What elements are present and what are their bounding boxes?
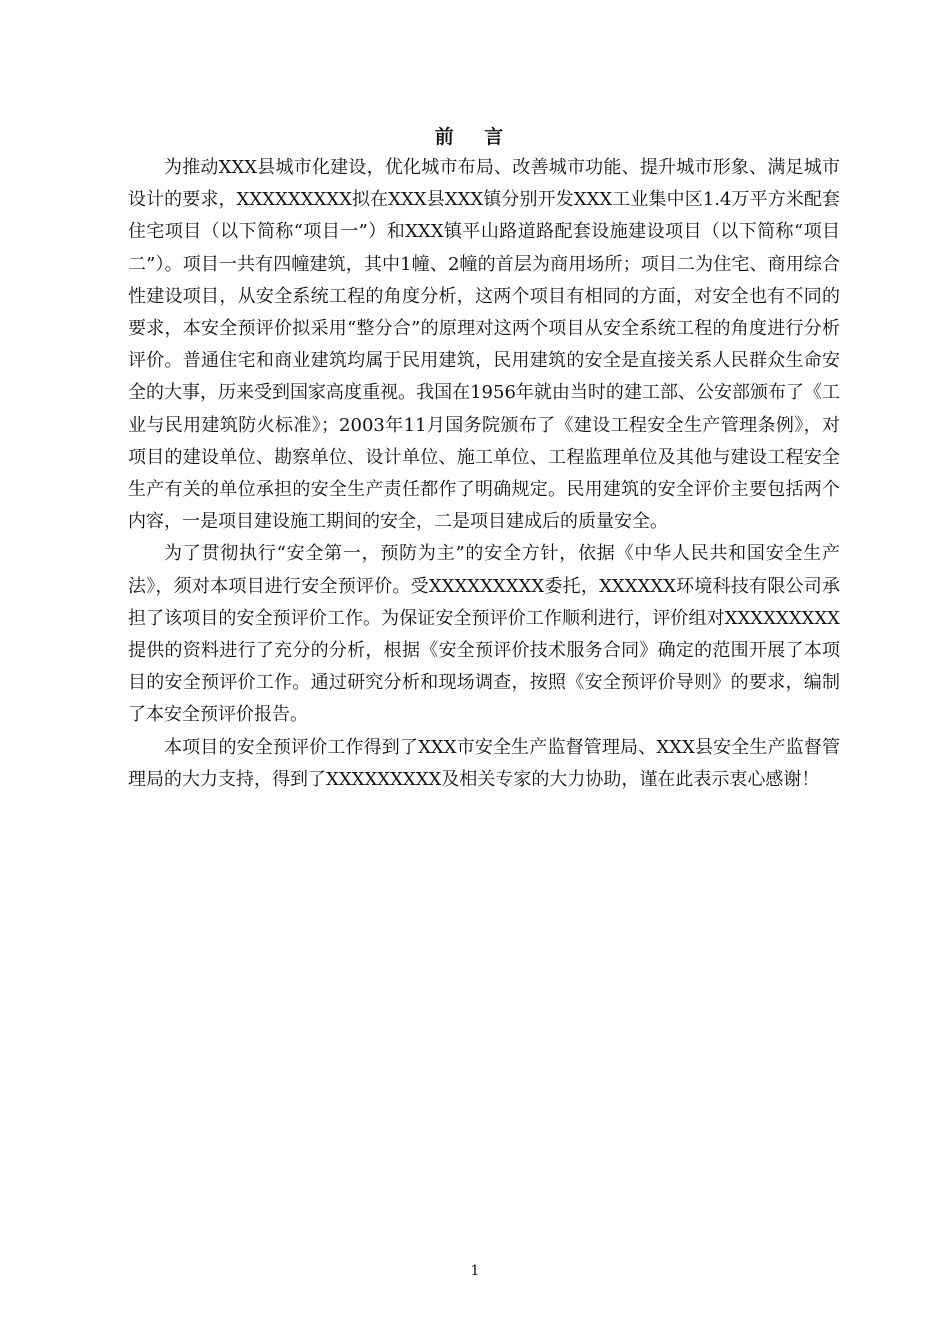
paragraph-2: 为了贯彻执行“安全第一，预防为主”的安全方针，依据《中华人民共和国安全生产法》，须对本项目进行安全预评价。受XXXXXXXXX委托，XXXXXX环境科技有限公司承担了该项目的安全预评价工作。为保证安全预评价工作顺利进行，评价组对XXXXXXXXX提供的资料进行了充分的分析，根据《安全预评价技术服务合同》确定的范围开展了本项目的安全预评价工作。通过研究分析和现场调查，按照《安全预评价导则》的要求，编制了本安全预评价报告。 [128,543,840,726]
document-body [128,152,840,796]
paragraph-3: 本项目的安全预评价工作得到了XXX市安全生产监督管理局、XXX县安全生产监督管理局的大力支持，得到了XXXXXXXXX及相关专家的大力协助，谨在此表示衷心感谢！ [128,736,840,790]
page-number: 1 [470,1263,480,1279]
paragraph-1: 为推动XXX县城市化建设，优化城市布局、改善城市功能、提升城市形象、满足城市设计的要求，XXXXXXXXX拟在XXX县XXX镇分别开发XXX工业集中区1.4万平方米配套住宅项目（以下简称“项目一”）和XXX镇平山路道路配套设施建设项目（以下简称“项目二”）。项目一共有四幢建筑，其中1幢、2幢的首层为商用场所；项目二为住宅、商用综合性建设项目，从安全系统工程的角度分析，这两个项目有相同的方面，对安全也有不同的要求，本安全预评价拟采用“整分合”的原理对这两个项目从安全系统工程的角度进行分析评价。普通住宅和商业建筑均属于民用建筑，民用建筑的安全是直接关系人民群众生命安全的大事，历来受到国家高度重视。我国在1956年就由当时的建工部、公安部颁布了《工业与民用建筑防火标准》；2003年11月国务院颁布了《建设工程安全生产管理条例》，对项目的建设单位、勘察单位、设计单位、施工单位、工程监理单位及其他与建设工程安全生产有关的单位承担的安全生产责任都作了明确规定。民用建筑的安全评价主要包括两个内容，一是项目建设施工期间的安全，二是项目建成后的质量安全。 [128,157,840,533]
page-title: 前 言 [434,126,516,148]
